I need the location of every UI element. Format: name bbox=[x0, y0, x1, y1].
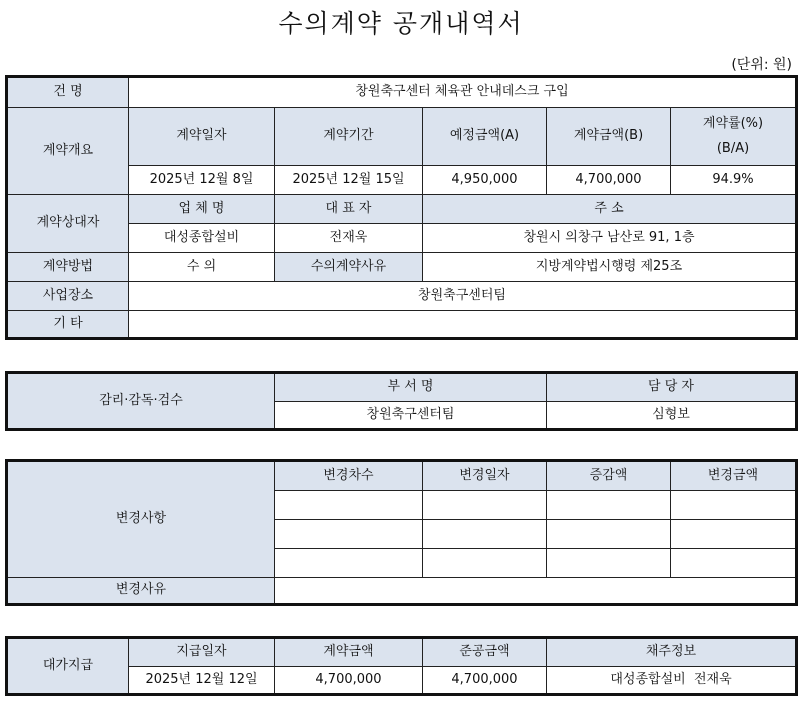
contract-period-value: 2025년 12월 15일 bbox=[275, 166, 423, 195]
overview-label: 계약개요 bbox=[7, 108, 129, 195]
payment-header-row bbox=[7, 638, 797, 667]
change-delta-cell bbox=[547, 520, 671, 549]
change-date-header: 변경일자 bbox=[423, 461, 547, 491]
etc-row bbox=[7, 311, 797, 339]
payment-creditor-header: 채주정보 bbox=[547, 638, 797, 667]
company-header: 업 체 명 bbox=[129, 195, 275, 224]
payment-date-header: 지급일자 bbox=[129, 638, 275, 667]
contract-name-label: 건 명 bbox=[7, 77, 129, 108]
payment-completion-amount-header: 준공금액 bbox=[423, 638, 547, 667]
change-reason-row bbox=[7, 578, 797, 605]
contract-date-value: 2025년 12월 8일 bbox=[129, 166, 275, 195]
unit-note: (단위: 원) bbox=[731, 57, 792, 73]
contract-amount-header: 계약금액(B) bbox=[547, 108, 671, 166]
contract-amount-value: 4,700,000 bbox=[547, 166, 671, 195]
document-title: 수의계약 공개내역서 bbox=[278, 9, 524, 38]
etc-value bbox=[129, 311, 797, 339]
change-amount-cell bbox=[671, 520, 797, 549]
change-reason-value bbox=[275, 578, 797, 605]
address-value: 창원시 의창구 남산로 91, 1층 bbox=[423, 224, 797, 253]
estimated-amount-value: 4,950,000 bbox=[423, 166, 547, 195]
contract-table bbox=[5, 75, 798, 340]
party-header-row bbox=[7, 195, 797, 224]
supervision-table bbox=[5, 371, 798, 431]
method-row bbox=[7, 253, 797, 282]
change-delta-header: 증감액 bbox=[547, 461, 671, 491]
reason-value: 지방계약법시행령 제25조 bbox=[423, 253, 797, 282]
site-row bbox=[7, 282, 797, 311]
estimated-amount-header: 예정금액(A) bbox=[423, 108, 547, 166]
supervision-label: 감리·감독·검수 bbox=[7, 373, 275, 430]
change-round-cell bbox=[275, 491, 423, 520]
changes-table bbox=[5, 459, 798, 606]
representative-header: 대 표 자 bbox=[275, 195, 423, 224]
change-amount-header: 변경금액 bbox=[671, 461, 797, 491]
method-value: 수 의 bbox=[129, 253, 275, 282]
change-date-cell bbox=[423, 549, 547, 578]
supervision-header-row bbox=[7, 373, 797, 402]
change-date-cell bbox=[423, 520, 547, 549]
overview-header-row bbox=[7, 108, 797, 166]
changes-label: 변경사항 bbox=[7, 461, 275, 578]
change-reason-label: 변경사유 bbox=[7, 578, 275, 605]
change-round-cell bbox=[275, 520, 423, 549]
contract-date-header: 계약일자 bbox=[129, 108, 275, 166]
contract-rate-value: 94.9% bbox=[671, 166, 797, 195]
representative-value: 전재욱 bbox=[275, 224, 423, 253]
manager-value: 심형보 bbox=[547, 402, 797, 430]
change-round-header: 변경차수 bbox=[275, 461, 423, 491]
contract-period-header: 계약기간 bbox=[275, 108, 423, 166]
payment-label: 대가지급 bbox=[7, 638, 129, 695]
payment-table bbox=[5, 636, 798, 696]
payment-creditor-value: 대성종합설비 전재욱 bbox=[547, 667, 797, 695]
contract-name-row bbox=[7, 77, 797, 108]
etc-label: 기 타 bbox=[7, 311, 129, 339]
manager-header: 담 당 자 bbox=[547, 373, 797, 402]
method-label: 계약방법 bbox=[7, 253, 129, 282]
party-label: 계약상대자 bbox=[7, 195, 129, 253]
payment-contract-amount-value: 4,700,000 bbox=[275, 667, 423, 695]
site-label: 사업장소 bbox=[7, 282, 129, 311]
change-delta-cell bbox=[547, 491, 671, 520]
site-value: 창원축구센터팀 bbox=[129, 282, 797, 311]
payment-completion-amount-value: 4,700,000 bbox=[423, 667, 547, 695]
department-value: 창원축구센터팀 bbox=[275, 402, 547, 430]
contract-rate-header-line1: 계약률(%) bbox=[702, 115, 764, 131]
changes-header-row bbox=[7, 461, 797, 491]
address-header: 주 소 bbox=[423, 195, 797, 224]
change-date-cell bbox=[423, 491, 547, 520]
company-value: 대성종합설비 bbox=[129, 224, 275, 253]
payment-contract-amount-header: 계약금액 bbox=[275, 638, 423, 667]
change-delta-cell bbox=[547, 549, 671, 578]
contract-rate-header bbox=[671, 108, 797, 166]
change-amount-cell bbox=[671, 491, 797, 520]
department-header: 부 서 명 bbox=[275, 373, 547, 402]
change-round-cell bbox=[275, 549, 423, 578]
contract-name-value: 창원축구센터 체육관 안내데스크 구입 bbox=[129, 77, 797, 108]
reason-label: 수의계약사유 bbox=[275, 253, 423, 282]
contract-rate-header-line2: (B/A) bbox=[716, 141, 750, 156]
payment-date-value: 2025년 12월 12일 bbox=[129, 667, 275, 695]
change-amount-cell bbox=[671, 549, 797, 578]
